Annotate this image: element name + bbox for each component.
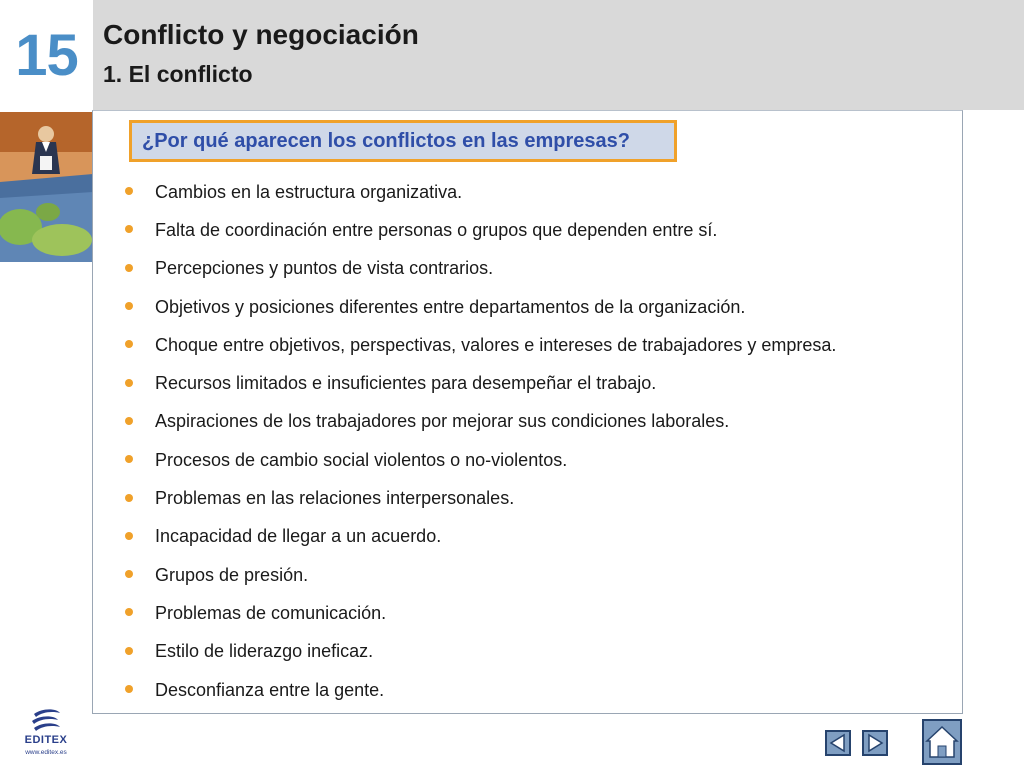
bullet-item bbox=[125, 671, 836, 709]
bullet-item bbox=[125, 594, 836, 632]
bullet-icon bbox=[125, 417, 133, 425]
logo-text: EDITEX bbox=[24, 734, 68, 746]
bullet-item bbox=[125, 633, 836, 671]
bullet-icon bbox=[125, 608, 133, 616]
bullet-icon bbox=[125, 225, 133, 233]
bullet-text: Problemas de comunicación. bbox=[155, 602, 387, 623]
bullet-list bbox=[125, 173, 836, 709]
bullet-icon bbox=[125, 302, 133, 310]
bullet-icon bbox=[125, 455, 133, 463]
bullet-item bbox=[125, 326, 836, 364]
bullet-text: Estilo de liderazgo ineficaz. bbox=[155, 641, 374, 662]
header-band bbox=[93, 0, 1024, 110]
bullet-item bbox=[125, 403, 836, 441]
previous-slide-button[interactable] bbox=[825, 730, 851, 756]
bullet-icon bbox=[125, 532, 133, 540]
bullet-item bbox=[125, 173, 836, 211]
logo-url: www.editex.es bbox=[25, 749, 67, 756]
bullet-text: Grupos de presión. bbox=[155, 564, 309, 585]
editex-logo bbox=[16, 708, 76, 762]
bullet-text: Desconfianza entre la gente. bbox=[155, 679, 385, 700]
bullet-icon bbox=[125, 494, 133, 502]
bullet-text: Recursos limitados e insuficientes para desempeñar el trabajo. bbox=[155, 373, 657, 394]
bullet-item bbox=[125, 288, 836, 326]
bullet-item bbox=[125, 479, 836, 517]
next-slide-button[interactable] bbox=[862, 730, 888, 756]
home-button[interactable] bbox=[922, 719, 962, 765]
side-illustration bbox=[0, 112, 93, 262]
bullet-icon bbox=[125, 570, 133, 578]
house-icon bbox=[924, 721, 960, 763]
triangle-left-icon bbox=[827, 732, 849, 754]
bullet-text: Percepciones y puntos de vista contrarios. bbox=[155, 258, 494, 279]
bullet-text: Incapacidad de llegar a un acuerdo. bbox=[155, 526, 442, 547]
bullet-icon bbox=[125, 187, 133, 195]
editex-logo-mark bbox=[16, 708, 76, 736]
bullet-text: Problemas en las relaciones interpersonales. bbox=[155, 488, 515, 509]
bullet-icon bbox=[125, 264, 133, 272]
unit-number: 15 bbox=[15, 22, 78, 88]
bullet-item bbox=[125, 556, 836, 594]
bullet-icon bbox=[125, 685, 133, 693]
question-heading: ¿Por qué aparecen los conflictos en las empresas? bbox=[129, 120, 677, 162]
bullet-text: Procesos de cambio social violentos o no-violentos. bbox=[155, 449, 568, 470]
bullet-icon bbox=[125, 379, 133, 387]
bullet-icon bbox=[125, 647, 133, 655]
bullet-item bbox=[125, 250, 836, 288]
triangle-right-icon bbox=[864, 732, 886, 754]
slide-title: Conflicto y negociación bbox=[103, 19, 419, 50]
bullet-text: Objetivos y posiciones diferentes entre departamentos de la organización. bbox=[155, 296, 746, 317]
bullet-item bbox=[125, 441, 836, 479]
bullet-icon bbox=[125, 340, 133, 348]
bullet-text: Cambios en la estructura organizativa. bbox=[155, 181, 463, 202]
bullet-text: Falta de coordinación entre personas o grupos que dependen entre sí. bbox=[155, 219, 718, 240]
bullet-text: Choque entre objetivos, perspectivas, valores e intereses de trabajadores y empresa. bbox=[155, 334, 837, 355]
bullet-text: Aspiraciones de los trabajadores por mejorar sus condiciones laborales. bbox=[155, 411, 730, 432]
content-panel bbox=[92, 110, 963, 714]
slide-subtitle: 1. El conflicto bbox=[103, 61, 253, 87]
bullet-item bbox=[125, 211, 836, 249]
bullet-item bbox=[125, 518, 836, 556]
bullet-item bbox=[125, 364, 836, 402]
